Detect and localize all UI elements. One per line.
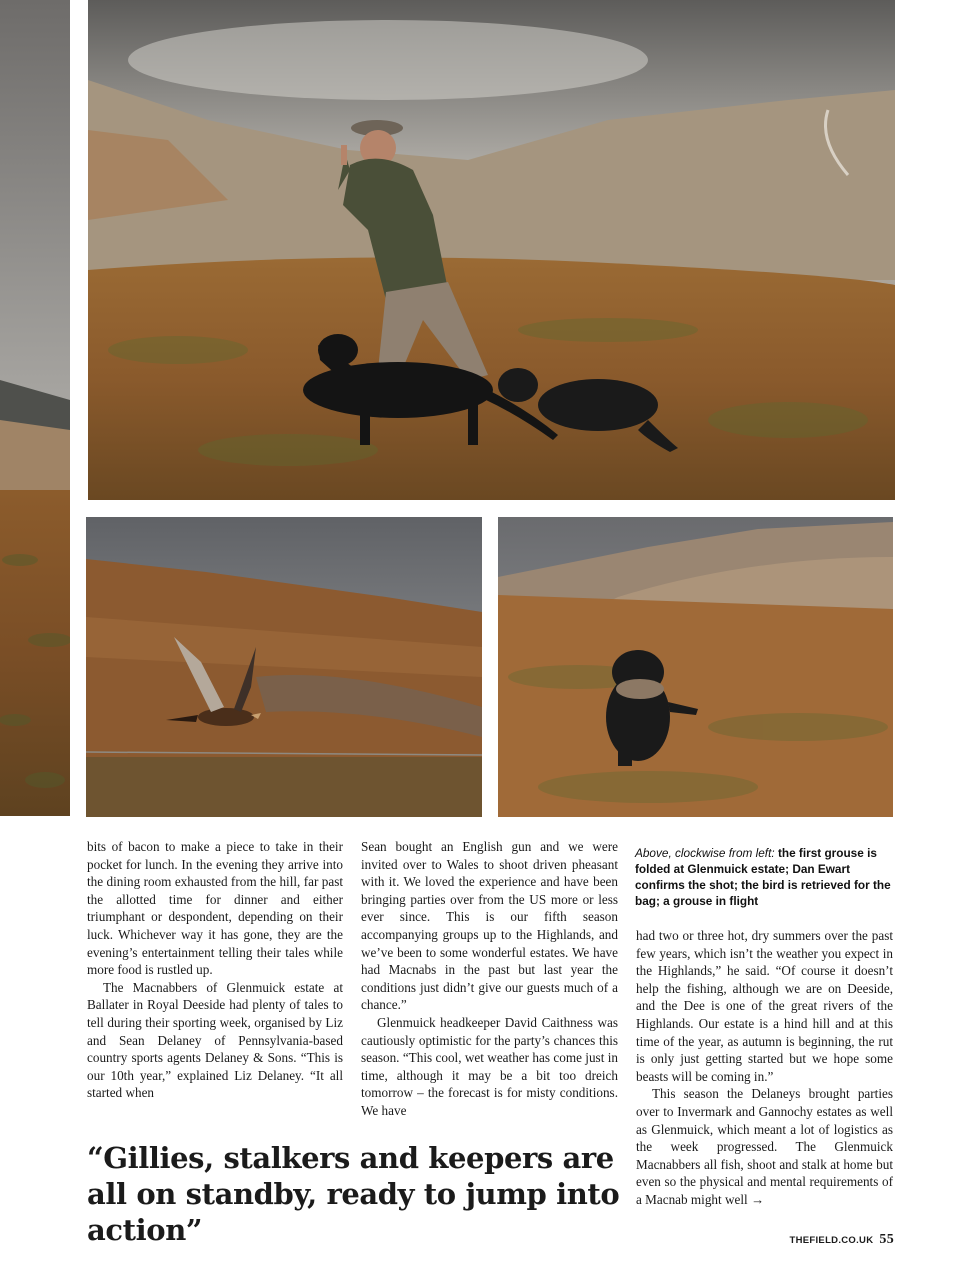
page-footer bbox=[789, 1232, 894, 1248]
paragraph: Sean bought an English gun and we were invited over to Wales to shoot driven pheasant with it. We loved the experience and have been bringing parties over from the US more or less ever since. This is our fifth season accompanying groups up to the Highlands, and we’ve been to some wonderful estates. We have had Macnabs in the past but last year the conditions just didn’t give our guests much of a chance.” bbox=[361, 839, 618, 1013]
paragraph: bits of bacon to make a piece to take in their pocket for lunch. In the evening they arrive into the dining room exhausted from the hill, far past the allotted time for dinner and either triumphant or despondent, depending on their luck. Whichever way it has gone, they are the evening’s entertainment telling their tales while more food is rustled up. bbox=[87, 839, 343, 978]
article-column-1 bbox=[87, 838, 343, 1102]
caption-lead: Above, clockwise from left: bbox=[635, 846, 775, 860]
article-column-2 bbox=[361, 838, 618, 1120]
paragraph: had two or three hot, dry summers over the past few years, which isn’t the weather you expect in the Highlands,” he said. “Of course it doesn’t help the fishing, although we are on Deeside, and the Dee is one of the great rivers of the Highlands. Our estate is a hind hill and at this time of the year, as autumn is beginning, the rut is only just getting started but we hope some beasts will be coming in.” bbox=[636, 928, 893, 1084]
paragraph: Glenmuick headkeeper David Caithness was cautiously optimistic for the party’s chances this season. “This cool, wet weather has come just in time, although it may be a bit too dreich tomorrow – the forecast is for misty conditions. We have bbox=[361, 1014, 618, 1118]
continue-arrow-icon: → bbox=[751, 1191, 765, 1207]
photo-caption bbox=[635, 845, 897, 909]
page-number: 55 bbox=[879, 1232, 894, 1247]
paragraph-text: This season the Delaneys brought parties over to Invermark and Gannochy estates as well as Glenmuick, which meant a lot of logistics as the week progressed. The Glenmuick Macnabbers all fish, shoot and stalk at home but even so the physical and mental requirements of a Macnab might well bbox=[636, 1086, 893, 1207]
grouse-in-flight-photo bbox=[86, 517, 482, 817]
pull-quote: “Gillies, stalkers and keepers are all on standby, ready to jump into action” bbox=[87, 1141, 620, 1247]
site-url: THEFIELD.CO.UK bbox=[789, 1235, 874, 1246]
caption-body: the first grouse is folded at Glenmuick estate; Dan Ewart confirms the shot; the bird is retrieved for the bag; a grouse in flight bbox=[635, 846, 891, 908]
paragraph bbox=[636, 1085, 893, 1208]
article-column-3 bbox=[636, 927, 893, 1209]
dog-retrieving-grouse-photo bbox=[498, 517, 893, 817]
gillie-with-dogs-photo bbox=[88, 0, 895, 500]
paragraph: The Macnabbers of Glenmuick estate at Ballater in Royal Deeside had plenty of tales to tell during their sporting week, organised by Liz and Sean Delaney of Pennsylvania-based country sports agents Delaney & Sons. “This is our 10th year,” explained Liz Delaney. “It all started when bbox=[87, 979, 343, 1101]
left-edge-photo bbox=[0, 0, 70, 816]
